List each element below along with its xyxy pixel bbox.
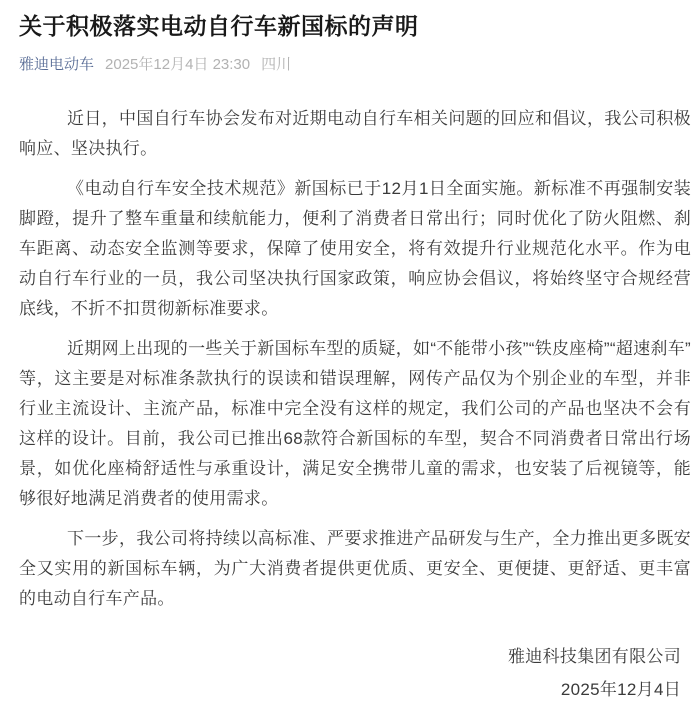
paragraph-1: 近日，中国自行车协会发布对近期电动自行车相关问题的回应和倡议，我公司积极响应、坚决执行。	[19, 109, 691, 158]
article-body	[19, 104, 691, 614]
page-title: 关于积极落实电动自行车新国标的声明	[19, 13, 419, 39]
account-name-link[interactable]: 雅迪电动车	[19, 56, 95, 73]
paragraph-3: 近期网上出现的一些关于新国标车型的质疑，如“不能带小孩”“铁皮座椅”“超速刹车”等，这主要是对标准条款执行的误读和错误理解，网传产品仅为个别企业的车型，并非行业主流设计、主流产品，标准中完全没有这样的规定，我们公司的产品也坚决不会有这样的设计。目前，我公司已推出68款符合新国标的车型，契合不同消费者日常出行场景，如优化座椅舒适性与承重设计，满足安全携带儿童的需求，也安装了后视镜等，能够很好地满足消费者的使用需求。	[19, 339, 691, 508]
signature-date: 2025年12月4日	[560, 680, 681, 699]
paragraph-4: 下一步，我公司将持续以高标准、严要求推进产品研发与生产，全力推出更多既安全又实用的新国标车辆，为广大消费者提供更优质、更安全、更便捷、更舒适、更丰富的电动自行车产品。	[19, 529, 691, 608]
publish-location: 四川	[261, 56, 292, 73]
publish-timestamp: 2025年12月4日 23:30	[105, 56, 251, 73]
signature-company: 雅迪科技集团有限公司	[508, 647, 681, 666]
paragraph-2: 《电动自行车安全技术规范》新国标已于12月1日全面实施。新标准不再强制安装脚蹬，提升了整车重量和续航能力，便利了消费者日常出行；同时优化了防火阻燃、刹车距离、动态安全监测等要求，保障了使用安全，将有效提升行业规范化水平。作为电动自行车行业的一员，我公司坚决执行国家政策，响应协会倡议，将始终坚守合规经营底线，不折不扣贯彻新标准要求。	[19, 179, 691, 318]
signature-block	[19, 640, 691, 706]
byline	[19, 55, 691, 75]
